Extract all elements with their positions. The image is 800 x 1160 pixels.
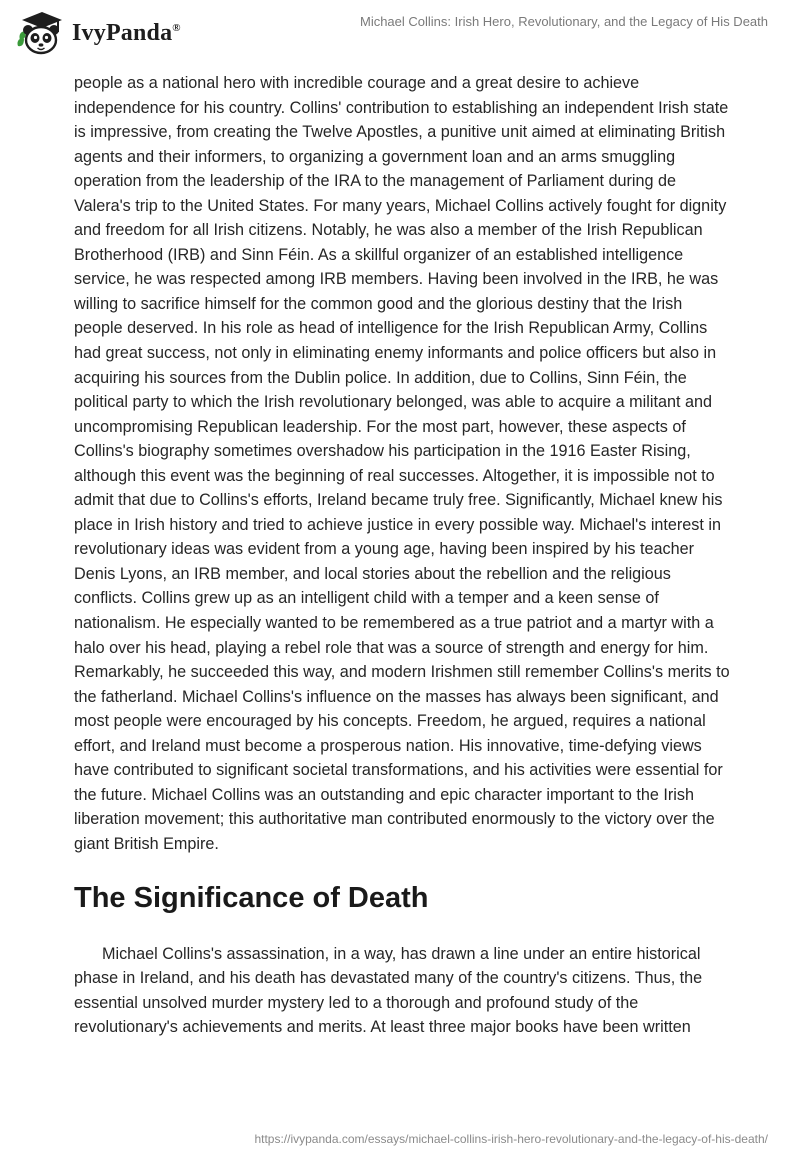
essay-content	[74, 71, 734, 1040]
panda-graduate-icon	[16, 10, 64, 56]
source-url[interactable]: https://ivypanda.com/essays/michael-collins-irish-hero-revolutionary-and-the-legacy-of-his-death/	[254, 1132, 768, 1146]
document-title: Michael Collins: Irish Hero, Revolutionary, and the Legacy of His Death	[359, 14, 768, 29]
body-paragraph-2: Michael Collins's assassination, in a way, has drawn a line under an entire historical phase in Ireland, and his death has devastated many of the country's citizens. Thus, the essential unsolved murder mystery led to a thorough and profound study of the revolutionary's achievements and merits. At least three major books have been written	[74, 944, 703, 1037]
ivypanda-logo[interactable]	[16, 10, 181, 56]
body-paragraph-1: people as a national hero with incredible courage and a great desire to achieve independence for his country. Collins' contribution to establishing an independent Irish state is impressive, from creating the Twelve Apostles, a punitive unit aimed at eliminating British agents and their informers, to organizing a government loan and an arms smuggling operation from the leadership of the IRA to the management of Parliament during de Valera's trip to the United States. For many years, Michael Collins actively fought for dignity and freedom for all Irish citizens. Notably, he was also a member of the Irish Republican Brotherhood (IRB) and Sinn Féin. As a skillful organizer of an established intelligence service, he was respected among IRB members. Having been involved in the IRB, he was willing to sacrifice himself for the common good and the glorious destiny that the Irish people deserved. In his role as head of intelligence for the Irish Republican Army, Collins had great success, not only in eliminating enemy informants and police officers but also in acquiring his sources from the Dublin police. In addition, due to Collins, Sinn Féin, the political party to which the Irish revolutionary belonged, was able to acquire a militant and uncompromising Republican leadership. For the most part, however, these aspects of Collins's biography sometimes overshadow his participation in the 1916 Easter Rising, although this event was the beginning of real successes. Altogether, it is impossible not to admit that due to Collins's efforts, Ireland became truly free. Significantly, Michael knew his place in Irish history and tried to achieve justice in every possible way. Michael's interest in revolutionary ideas was evident from a young age, having been inspired by his teacher Denis Lyons, an IRB member, and local stories about the rebellion and the religious conflicts. Collins grew up as an intelligent child with a temper and a keen sense of nationalism. He especially wanted to be remembered as a true patriot and a martyr with a halo over his head, playing a rebel role that was a source of strength and energy for him. Remarkably, he succeeded this way, and modern Irishmen still remember Collins's merits to the fatherland. Michael Collins's influence on the masses has always been significant, and most people were encouraged by his concepts. Freedom, he argued, requires a national effort, and Ireland must become a prosperous nation. His innovative, time-defying views have contributed to significant societal transformations, and his activities were essential for the future. Michael Collins was an outstanding and epic character important to the Irish liberation movement; this authoritative man contributed enormously to the victory over the giant British Empire.	[74, 74, 730, 853]
brand-name: IvyPanda®	[72, 19, 181, 46]
page-header	[0, 0, 800, 70]
section-heading: The Significance of Death	[74, 881, 429, 914]
